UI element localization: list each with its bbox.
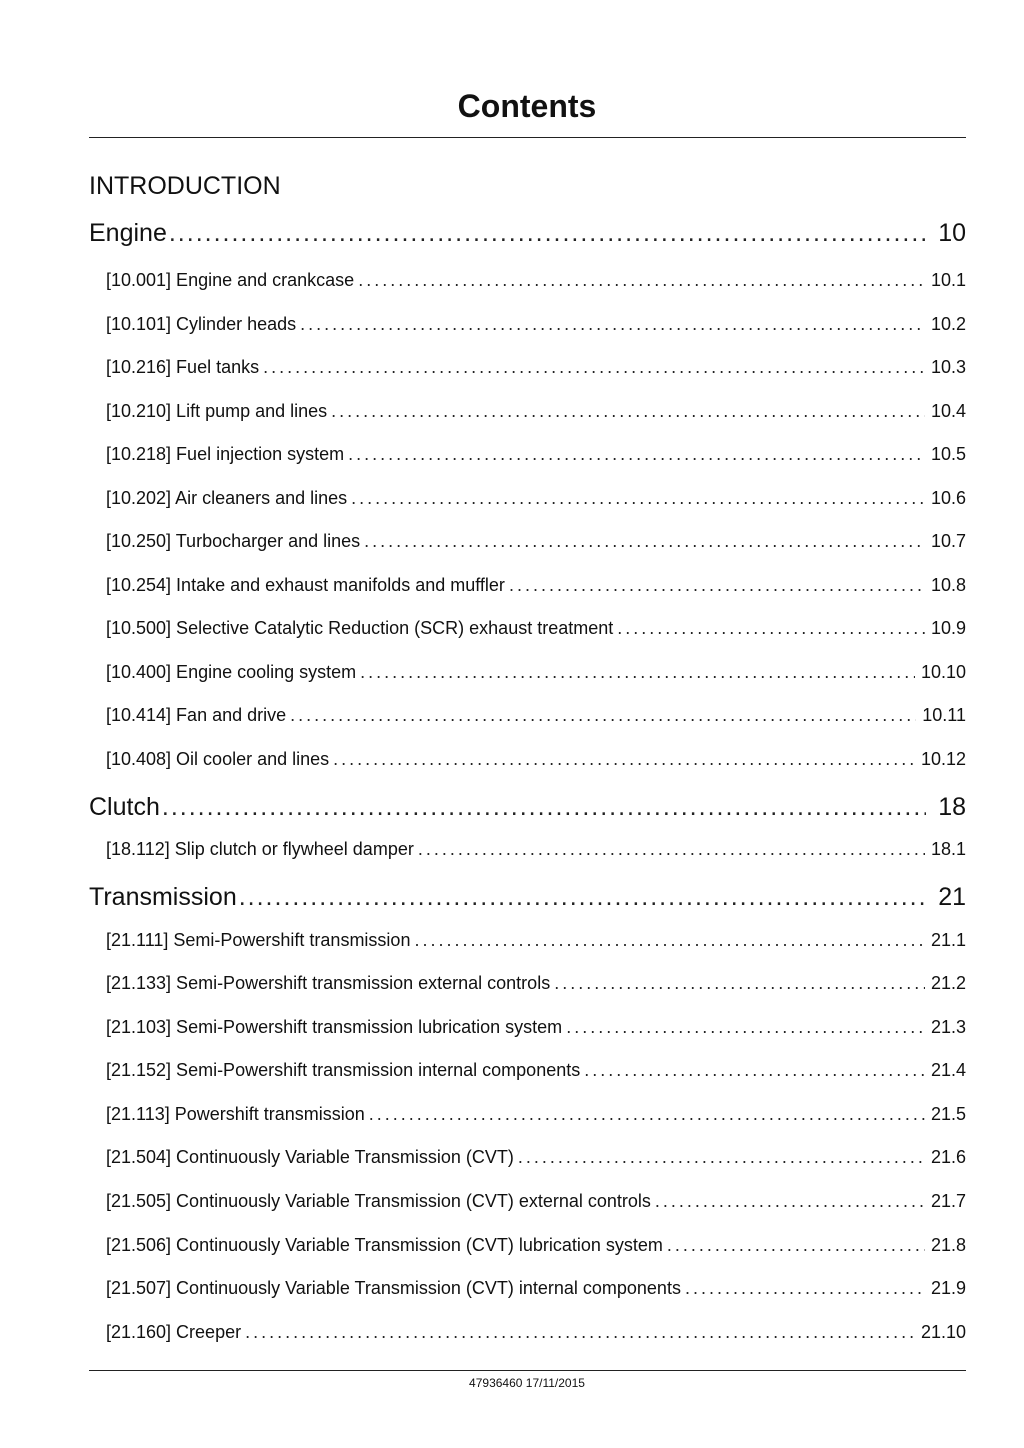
toc-item-page: 21.10 <box>920 1322 966 1342</box>
toc-section-page: 21 <box>938 883 966 911</box>
toc-item[interactable] <box>106 312 966 336</box>
toc-item-page: 10.4 <box>930 401 966 421</box>
toc-item[interactable] <box>106 1233 966 1257</box>
toc-item[interactable] <box>106 928 966 952</box>
dot-leader <box>360 660 915 684</box>
toc-item-label: [10.218] Fuel injection system <box>106 444 345 464</box>
dot-leader <box>245 1320 915 1344</box>
toc-item[interactable] <box>106 486 966 510</box>
toc-item-label: [10.400] Engine cooling system <box>106 662 357 682</box>
toc-item-label: [10.414] Fan and drive <box>106 705 287 725</box>
toc-item[interactable] <box>106 1189 966 1213</box>
toc-section-label: Clutch <box>89 793 160 821</box>
toc-item-label: [10.001] Engine and crankcase <box>106 270 355 290</box>
toc-section-transmission[interactable] <box>89 881 966 913</box>
toc-item-label: [21.506] Continuously Variable Transmission (CVT) lubrication system <box>106 1235 663 1255</box>
toc-item-label: [10.500] Selective Catalytic Reduction (SCR) exhaust treatment <box>106 618 614 638</box>
dot-leader <box>369 1102 925 1126</box>
dot-leader <box>263 355 925 379</box>
toc-item[interactable] <box>106 1145 966 1169</box>
toc-item-page: 21.1 <box>930 930 966 950</box>
toc-item-page: 10.7 <box>930 531 966 551</box>
toc-section-label: Transmission <box>89 883 237 911</box>
toc-item-label: [21.504] Continuously Variable Transmission (CVT) <box>106 1147 514 1167</box>
dot-leader <box>566 1015 925 1039</box>
toc-item[interactable] <box>106 529 966 553</box>
toc-section-page: 18 <box>938 793 966 821</box>
toc-item[interactable] <box>106 1058 966 1082</box>
toc-item-page: 10.6 <box>930 488 966 508</box>
toc-item[interactable] <box>106 1102 966 1126</box>
toc-item[interactable] <box>106 442 966 466</box>
toc-item-page: 21.2 <box>930 973 966 993</box>
toc-section-clutch[interactable] <box>89 791 966 823</box>
toc-item[interactable] <box>106 1320 966 1344</box>
toc-item-page: 10.1 <box>930 270 966 290</box>
toc-item-label: [21.111] Semi-Powershift transmission <box>106 930 411 950</box>
toc-item[interactable] <box>106 616 966 640</box>
toc-item-page: 10.3 <box>930 357 966 377</box>
dot-leader <box>617 616 925 640</box>
footer-doc-id: 47936460 17/11/2015 <box>469 1376 585 1390</box>
page-title: Contents <box>457 88 597 124</box>
dot-leader <box>518 1145 925 1169</box>
dot-leader <box>685 1276 925 1300</box>
toc-item-label: [21.103] Semi-Powershift transmission lubrication system <box>106 1017 563 1037</box>
toc-item-label: [21.152] Semi-Powershift transmission internal components <box>106 1060 581 1080</box>
toc-item-page: 10.11 <box>922 705 966 725</box>
toc-item[interactable] <box>106 1015 966 1039</box>
toc-item-page: 21.7 <box>930 1191 966 1211</box>
toc-section-page: 10 <box>938 219 966 247</box>
toc-item-label: [21.505] Continuously Variable Transmission (CVT) external controls <box>106 1191 651 1211</box>
toc-item[interactable] <box>106 703 966 727</box>
toc-item[interactable] <box>106 660 966 684</box>
dot-leader <box>300 312 925 336</box>
toc-item-label: [10.216] Fuel tanks <box>106 357 260 377</box>
toc-item[interactable] <box>106 747 966 771</box>
toc-item-label: [21.113] Powershift transmission <box>106 1104 365 1124</box>
toc-item[interactable] <box>106 837 966 861</box>
dot-leader <box>358 268 925 292</box>
footer-divider <box>89 1370 966 1371</box>
title-divider <box>89 137 966 138</box>
dot-leader <box>364 529 925 553</box>
toc-item-page: 10.12 <box>920 749 966 769</box>
toc-item-label: [10.408] Oil cooler and lines <box>106 749 330 769</box>
toc-item[interactable] <box>106 1276 966 1300</box>
toc-item-page: 21.8 <box>930 1235 966 1255</box>
toc-section-label: Engine <box>89 219 167 247</box>
toc-item-label: [21.507] Continuously Variable Transmission (CVT) internal components <box>106 1278 681 1298</box>
toc-item-page: 21.5 <box>930 1104 966 1124</box>
toc-item-label: [10.101] Cylinder heads <box>106 314 297 334</box>
toc-item[interactable] <box>106 971 966 995</box>
toc-item[interactable] <box>106 573 966 597</box>
toc-item-label: [10.202] Air cleaners and lines <box>106 488 348 508</box>
toc-item-page: 21.4 <box>930 1060 966 1080</box>
dot-leader <box>290 703 916 727</box>
dot-leader <box>584 1058 925 1082</box>
dot-leader <box>509 573 925 597</box>
toc-section-engine[interactable] <box>89 217 966 249</box>
toc-introduction-link[interactable]: INTRODUCTION <box>89 172 281 200</box>
toc-item[interactable] <box>106 399 966 423</box>
dot-leader <box>351 486 925 510</box>
toc-item-label: [10.254] Intake and exhaust manifolds and muffler <box>106 575 505 595</box>
dot-leader <box>169 217 926 249</box>
toc-item-label: [18.112] Slip clutch or flywheel damper <box>106 839 414 859</box>
dot-leader <box>418 837 925 861</box>
toc-item-page: 10.5 <box>930 444 966 464</box>
dot-leader <box>667 1233 925 1257</box>
dot-leader <box>655 1189 925 1213</box>
toc-item-page: 21.6 <box>930 1147 966 1167</box>
toc-item-page: 10.9 <box>930 618 966 638</box>
toc-item-page: 10.8 <box>930 575 966 595</box>
dot-leader <box>333 747 915 771</box>
toc-item-page: 21.3 <box>930 1017 966 1037</box>
toc-item[interactable] <box>106 355 966 379</box>
toc-item-page: 10.2 <box>930 314 966 334</box>
toc-item-label: [21.133] Semi-Powershift transmission external controls <box>106 973 551 993</box>
toc-item-label: [10.210] Lift pump and lines <box>106 401 328 421</box>
dot-leader <box>348 442 925 466</box>
dot-leader <box>331 399 925 423</box>
toc-item-page: 18.1 <box>930 839 966 859</box>
toc-item-label: [10.250] Turbocharger and lines <box>106 531 361 551</box>
dot-leader <box>162 791 926 823</box>
dot-leader <box>239 881 926 913</box>
dot-leader <box>414 928 925 952</box>
dot-leader <box>554 971 925 995</box>
toc-item-label: [21.160] Creeper <box>106 1322 242 1342</box>
toc-item[interactable] <box>106 268 966 292</box>
toc-item-page: 10.10 <box>920 662 966 682</box>
toc-item-page: 21.9 <box>930 1278 966 1298</box>
